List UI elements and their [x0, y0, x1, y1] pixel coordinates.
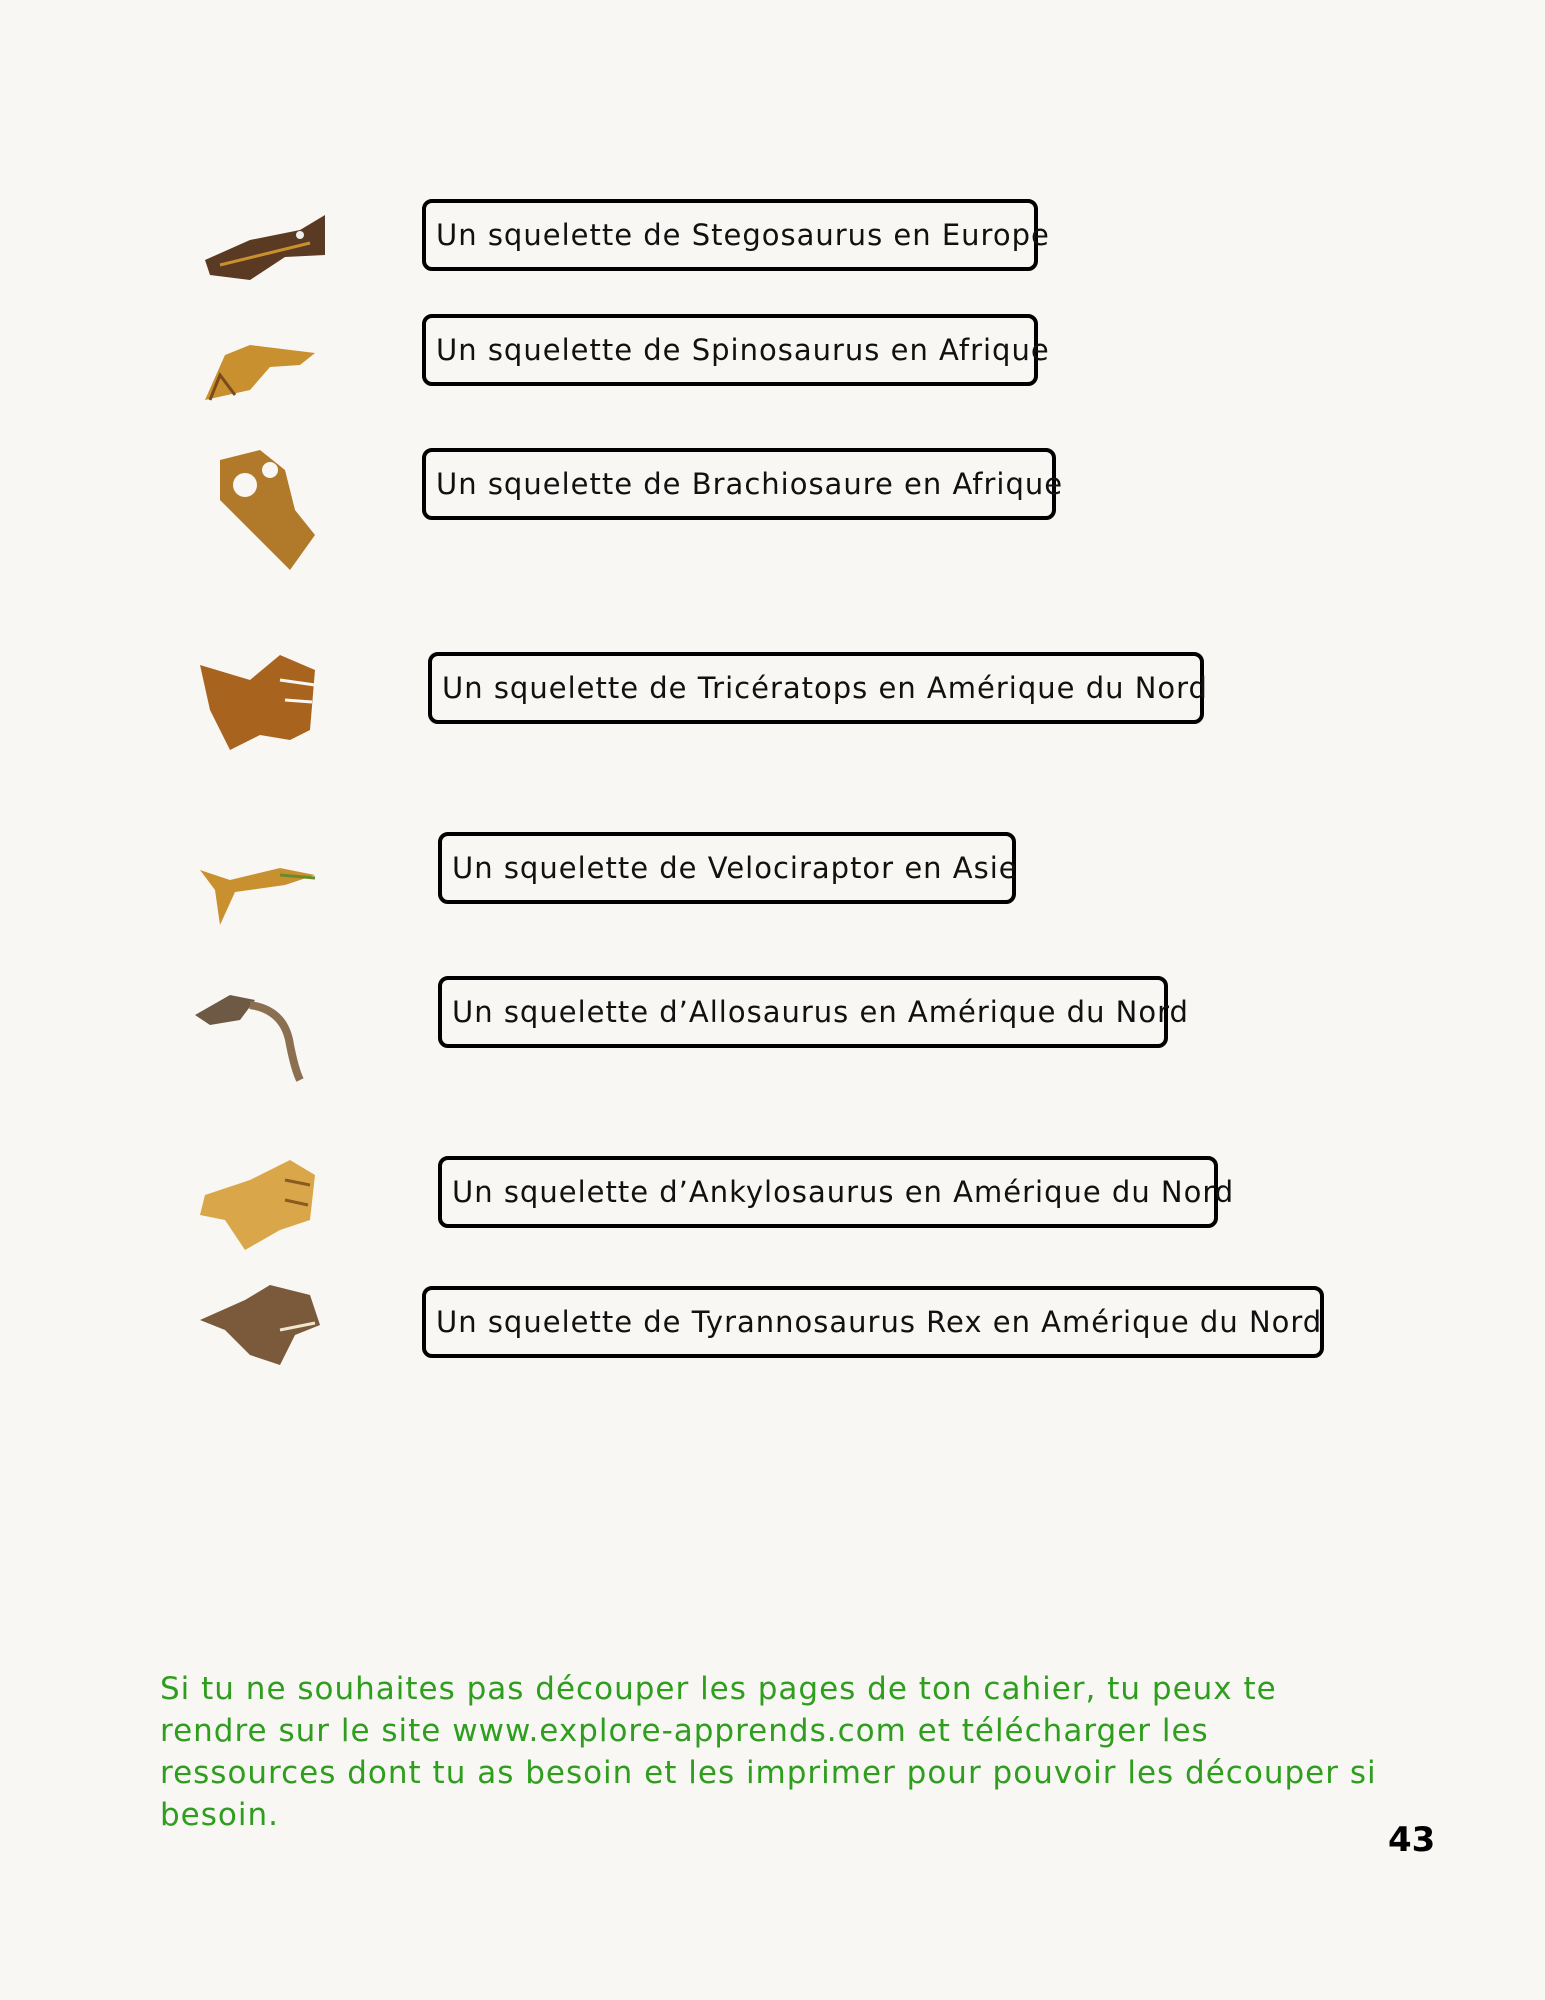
stegosaurus-skull-icon	[190, 185, 330, 295]
label-text: Un squelette de Velociraptor en Asie	[452, 851, 1018, 885]
allosaurus-skeleton-icon	[190, 985, 330, 1085]
label-card-3[interactable]	[422, 448, 1064, 520]
spinosaurus-skull-icon	[190, 315, 330, 425]
label-text: Un squelette de Tyrannosaurus Rex en Amérique du Nord	[436, 1305, 1323, 1339]
label-card-7[interactable]	[438, 1156, 1235, 1228]
label-card-2[interactable]	[422, 314, 1050, 386]
label-text: Un squelette de Spinosaurus en Afrique	[436, 333, 1050, 367]
label-card-5[interactable]	[438, 832, 1016, 904]
tyrannosaurus-skull-icon	[190, 1275, 330, 1375]
label-card-6[interactable]	[438, 976, 1189, 1048]
label-text: Un squelette de Stegosaurus en Europe	[436, 218, 1050, 252]
download-note: Si tu ne souhaites pas découper les pages de ton cahier, tu peux te rendre sur le site www.explore-apprends.com et télécharger les ressources dont tu as besoin et les imprimer pour pouvoir les découper si besoin.	[160, 1671, 1377, 1833]
label-card-8[interactable]	[422, 1286, 1324, 1358]
label-card-4[interactable]	[428, 652, 1208, 724]
label-card-1[interactable]	[422, 199, 1050, 271]
brachiosaurus-skull-icon	[190, 440, 330, 580]
triceratops-skeleton-icon	[190, 640, 330, 755]
velociraptor-skeleton-icon	[190, 840, 330, 930]
label-text: Un squelette d’Ankylosaurus en Amérique du Nord	[452, 1175, 1235, 1209]
label-text: Un squelette d’Allosaurus en Amérique du Nord	[452, 995, 1189, 1029]
label-text: Un squelette de Tricératops en Amérique du Nord	[442, 671, 1208, 705]
label-text: Un squelette de Brachiosaure en Afrique	[436, 467, 1064, 501]
ankylosaurus-skeleton-icon	[190, 1150, 330, 1255]
page-number: 43	[1388, 1820, 1436, 1860]
